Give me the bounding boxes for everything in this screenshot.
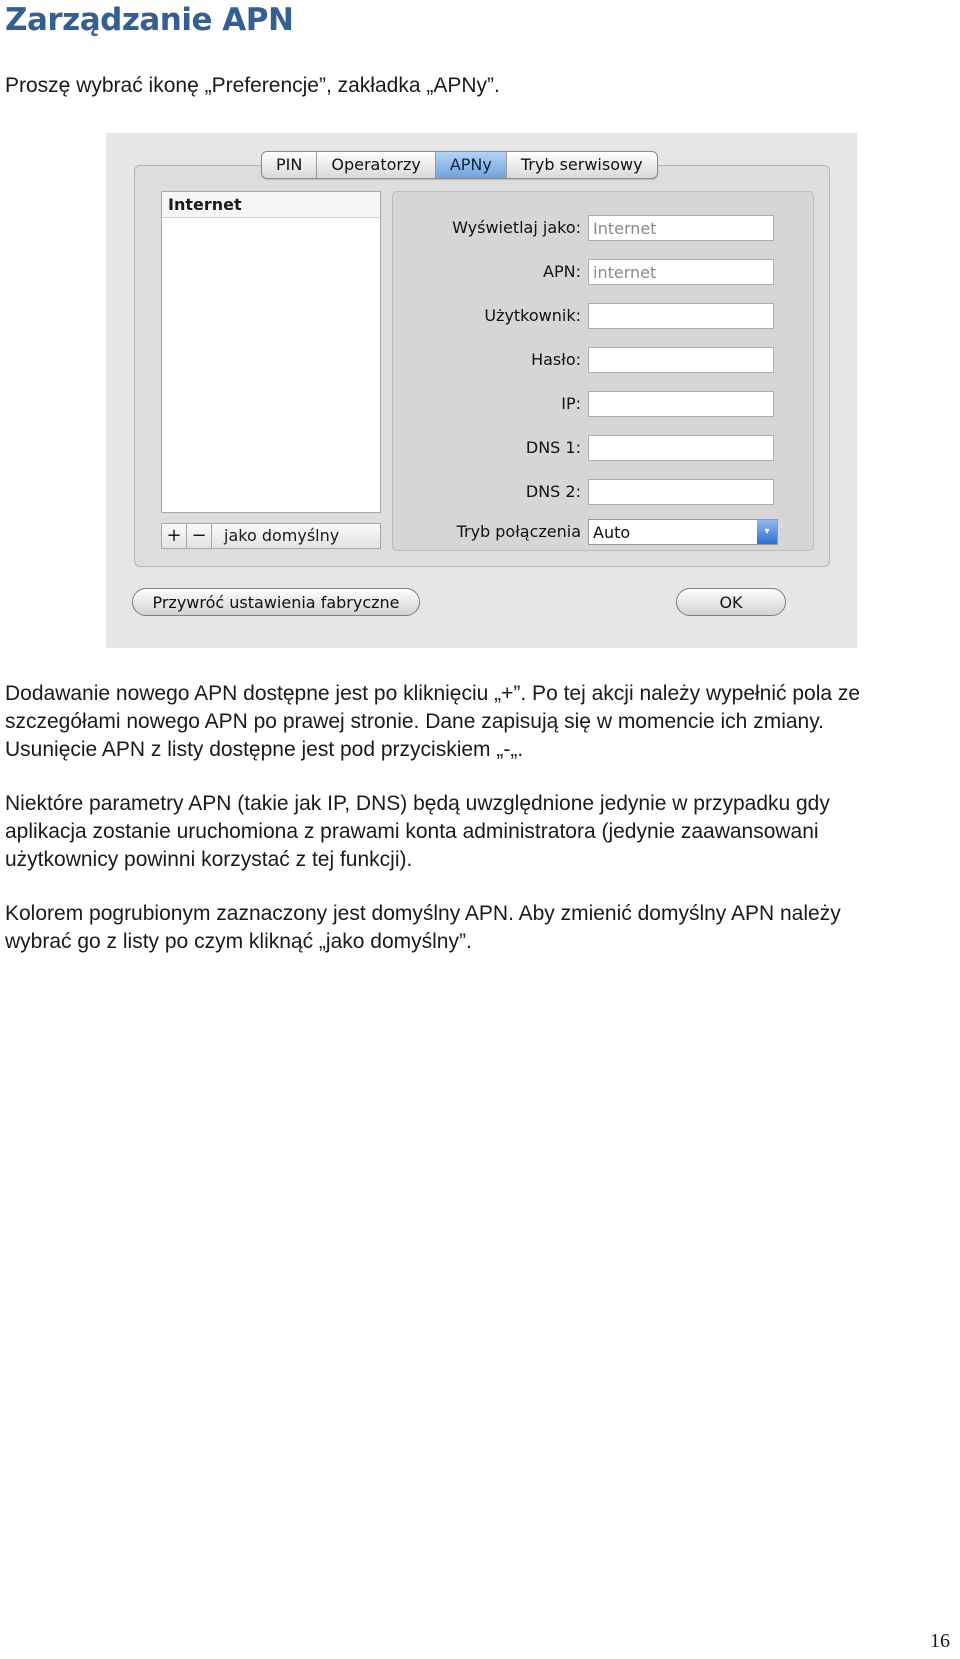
apn-list[interactable]: [161, 191, 381, 513]
display-as-label: Wyświetlaj jako:: [452, 218, 581, 237]
ip-label: IP:: [561, 394, 581, 413]
user-field[interactable]: [588, 303, 774, 329]
apn-dialog-screenshot: [106, 133, 857, 648]
paragraph-line: aplikacja zostanie uruchomiona z prawami konta administratora (jedynie zaawansowani: [5, 820, 819, 843]
paragraph-line: Dodawanie nowego APN dostępne jest po kliknięciu „+”. Po tej akcji należy wypełnić pola ze: [5, 682, 861, 705]
dropdown-arrow-icon[interactable]: ▾: [757, 520, 777, 544]
connection-mode-value: Auto: [593, 523, 631, 542]
connection-mode-select[interactable]: [588, 519, 778, 545]
tab-pin[interactable]: PIN: [262, 152, 317, 178]
display-as-row: [393, 215, 813, 243]
page-number: 16: [930, 1630, 950, 1652]
dns1-row: [393, 435, 813, 463]
add-apn-button[interactable]: +: [162, 524, 187, 548]
dns2-row: [393, 479, 813, 507]
paragraph-admin-rights: [5, 790, 950, 874]
apn-list-item-internet[interactable]: Internet: [162, 192, 380, 218]
paragraph-line: użytkownicy powinni korzystać z tej funkcji).: [5, 848, 413, 871]
paragraph-line: szczegółami nowego APN po prawej stronie. Dane zapisują się w momencie ich zmiany.: [5, 710, 824, 733]
set-default-button[interactable]: jako domyślny: [224, 526, 340, 545]
password-row: [393, 347, 813, 375]
intro-text: Proszę wybrać ikonę „Preferencje”, zakładka „APNy”.: [5, 74, 500, 97]
connection-mode-label: Tryb połączenia: [456, 522, 581, 541]
paragraph-adding-apn: [5, 680, 950, 764]
paragraph-line: Niektóre parametry APN (takie jak IP, DNS) będą uwzględnione jedynie w przypadku gdy: [5, 792, 830, 815]
tab-service-mode[interactable]: Tryb serwisowy: [520, 155, 643, 174]
dns1-field[interactable]: [588, 435, 774, 461]
password-field[interactable]: [588, 347, 774, 373]
ip-field[interactable]: [588, 391, 774, 417]
remove-apn-button[interactable]: −: [187, 524, 212, 548]
password-label: Hasło:: [531, 350, 581, 369]
paragraph-line: Usunięcie APN z listy dostępne jest pod przyciskiem „-„.: [5, 738, 524, 761]
paragraph-line: Kolorem pogrubionym zaznaczony jest domyślny APN. Aby zmienić domyślny APN należy: [5, 902, 841, 925]
paragraph-line: wybrać go z listy po czym kliknąć „jako domyślny”.: [5, 930, 472, 953]
tab-operators[interactable]: Operatorzy: [317, 152, 435, 178]
page-title: Zarządzanie APN: [5, 2, 294, 38]
apn-label: APN:: [543, 262, 581, 281]
connection-mode-row: [393, 519, 813, 547]
user-label: Użytkownik:: [484, 306, 581, 325]
user-row: [393, 303, 813, 331]
apn-field[interactable]: internet: [588, 259, 774, 285]
apn-row: [393, 259, 813, 287]
apn-details-panel: [392, 191, 814, 551]
dns2-label: DNS 2:: [525, 482, 581, 501]
restore-defaults-button[interactable]: Przywróć ustawienia fabryczne: [132, 588, 420, 616]
ip-row: [393, 391, 813, 419]
display-as-field[interactable]: Internet: [588, 215, 774, 241]
tab-bar: [261, 151, 658, 179]
tab-apns[interactable]: APNy: [436, 152, 507, 178]
paragraph-default-apn: [5, 900, 950, 956]
apn-list-toolbar: [161, 523, 381, 549]
dns2-field[interactable]: [588, 479, 774, 505]
dns1-label: DNS 1:: [525, 438, 581, 457]
ok-button[interactable]: OK: [676, 588, 786, 616]
